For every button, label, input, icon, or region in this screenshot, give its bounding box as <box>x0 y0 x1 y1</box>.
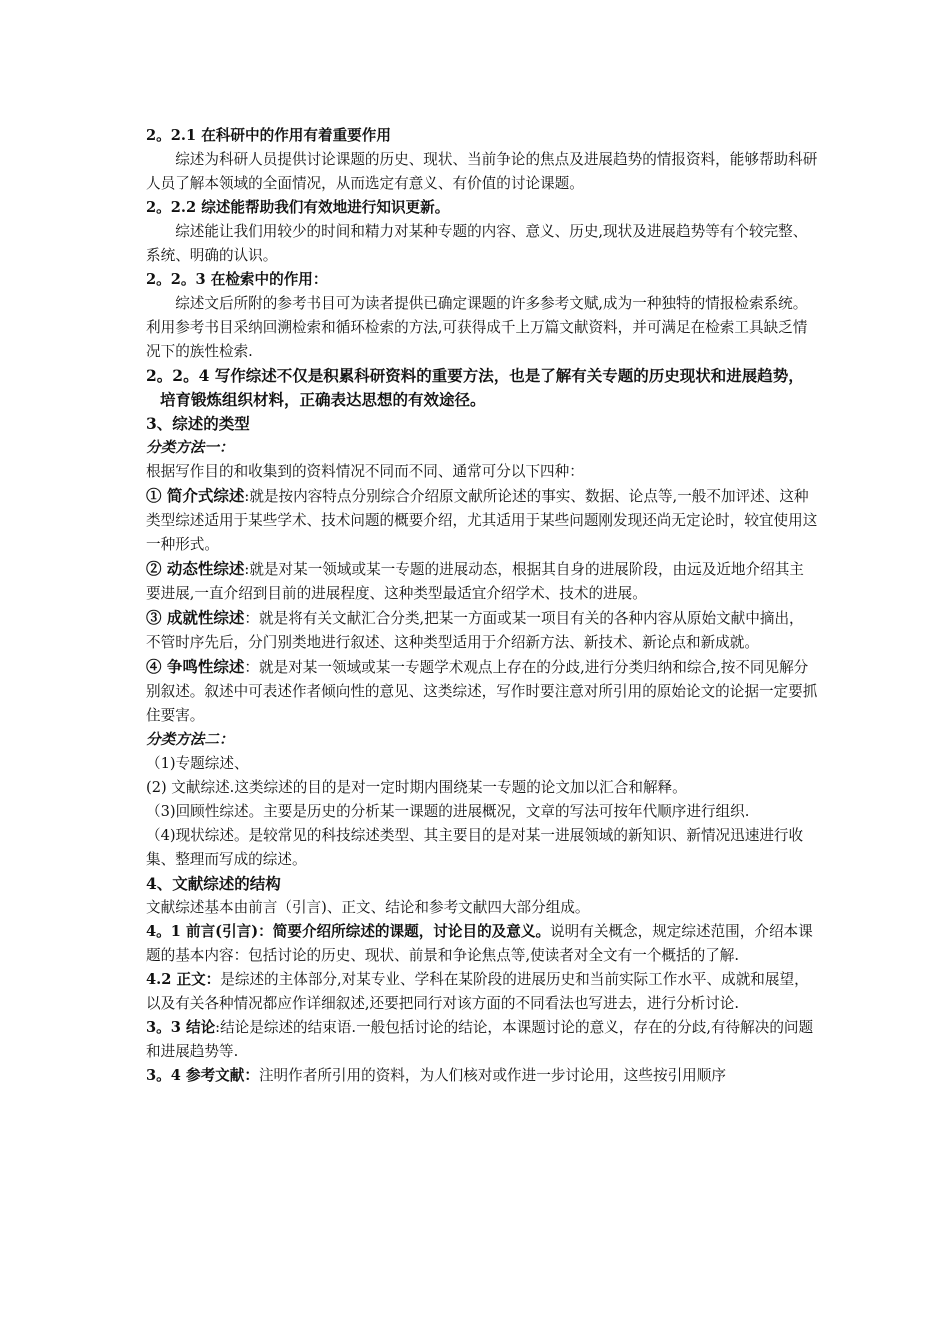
list-item <box>146 606 818 655</box>
list-item: （3)回顾性综述。主要是历史的分析某一课题的进展概况，文章的写法可按年代顺序进行组织. <box>146 803 750 820</box>
list-item-separator: : <box>244 488 250 505</box>
list-item-separator: ： <box>244 659 260 676</box>
list-item-label: ④ 争鸣性综述 <box>146 657 245 676</box>
list-item-separator: : <box>244 561 250 578</box>
structure-part <box>146 920 818 968</box>
list-item <box>146 655 818 728</box>
structure-part-label: 3。4 参考文献： <box>146 1067 259 1084</box>
structure-part-label: 4.2 正文： <box>146 971 221 988</box>
list-item: （4)现状综述。是较常见的科技综述类型、其主要目的是对某一进展领域的新知识、新情况迅速进行收集、整理而写成的综述。 <box>146 827 804 868</box>
structure-part-text: :结论是综述的结束语.一般包括讨论的结论，本课题讨论的意义，存在的分歧,有待解决的问题和进展趋势等. <box>146 1019 814 1060</box>
section-heading-2-2-1: 2。2.1 在科研中的作用有着重要作用 <box>146 127 391 144</box>
list-item <box>146 557 818 606</box>
paragraph: 根据写作目的和收集到的资料情况不同而不同、通常可分以下四种： <box>146 463 584 480</box>
structure-part <box>146 1016 818 1064</box>
structure-part <box>146 1064 818 1088</box>
list-item-text: 就是按内容特点分别综合介绍原文献所论述的事实、数据、论点等,一般不加评述、这种类型综述适用于某些学术、技术问题的概要介绍，尤其适用于某些问题刚发现还尚无定论时，较宜使用这一种形式。 <box>146 488 818 553</box>
list-item-label: ② 动态性综述 <box>146 559 245 578</box>
paragraph: 综述为科研人员提供讨论课题的历史、现状、当前争论的焦点及进展趋势的情报资料，能够帮助科研人员了解本领域的全面情况，从而选定有意义、有价值的讨论课题。 <box>146 151 818 192</box>
structure-part-label: 4。1 前言(引言)：简要介绍所综述的课题，讨论目的及意义。 <box>146 923 551 940</box>
structure-part-text: 说明有关概念，规定综述范围，介绍本课题的基本内容：包括讨论的历史、现状、前景和争论焦点等,使读者对全文有一个概括的了解. <box>146 923 813 964</box>
structure-part-text: 是综述的主体部分,对某专业、学科在某阶段的进展历史和当前实际工作水平、成就和展望，以及有关各种情况都应作详细叙述,还要把同行对该方面的不同看法也写进去，进行分析讨论. <box>146 971 809 1012</box>
classification-method-two-label: 分类方法二： <box>146 731 234 748</box>
paragraph: 文献综述基本由前言（引言)、正文、结论和参考文献四大部分组成。 <box>146 899 590 916</box>
section-heading-2-2-3: 2。2。3 在检索中的作用： <box>146 271 328 288</box>
classification-method-one-label: 分类方法一： <box>146 439 234 456</box>
list-item-text: 就是将有关文献汇合分类,把某一方面或某一项目有关的各种内容从原始文献中摘出，不管时序先后，分门别类地进行叙述、这种类型适用于介绍新方法、新技术、新论点和新成就。 <box>146 610 804 651</box>
list-item-label: ③ 成就性综述 <box>146 608 245 627</box>
section-heading-4: 4、文献综述的结构 <box>146 874 281 893</box>
structure-part <box>146 968 818 1016</box>
section-heading-3: 3、综述的类型 <box>146 414 250 433</box>
structure-part-label: 3。3 结论 <box>146 1019 216 1036</box>
list-item-label: ① 简介式综述 <box>146 486 245 505</box>
structure-part-text: 注明作者所引用的资料，为人们核对或作进一步讨论用，这些按引用顺序 <box>258 1067 726 1084</box>
list-item-text: 就是对某一领域或某一专题的进展动态，根据其自身的进展阶段，由远及近地介绍其主要进展,一直介绍到目前的进展程度、这种类型最适宜介绍学术、技术的进展。 <box>146 561 804 602</box>
list-item: (2) 文献综述.这类综述的目的是对一定时期内围绕某一专题的论文加以汇合和解释。 <box>146 779 687 796</box>
list-item-separator: ： <box>244 610 260 627</box>
list-item: （1)专题综述、 <box>146 755 249 772</box>
section-heading-2-2-4: 2。2。4 写作综述不仅是积累科研资料的重要方法，也是了解有关专题的历史现状和进展趋势，培育锻炼组织材料，正确表达思想的有效途径。 <box>146 366 804 409</box>
paragraph: 综述文后所附的参考书目可为读者提供已确定课题的许多参考文赋,成为一种独特的情报检索系统。利用参考书目采纳回溯检索和循环检索的方法,可获得成千上万篇文献资料，并可满足在检索工具缺乏情况下的族性检索. <box>146 295 808 360</box>
list-item-text: 就是对某一领域或某一专题学术观点上存在的分歧,进行分类归纳和综合,按不同见解分别叙述。叙述中可表述作者倾向性的意见、这类综述，写作时要注意对所引用的原始论文的论据一定要抓住要害。 <box>146 659 818 724</box>
document-body <box>146 124 818 1088</box>
paragraph: 综述能让我们用较少的时间和精力对某种专题的内容、意义、历史,现状及进展趋势等有个较完整、系统、明确的认识。 <box>146 223 808 264</box>
section-heading-2-2-2: 2。2.2 综述能帮助我们有效地进行知识更新。 <box>146 199 450 216</box>
list-item <box>146 484 818 557</box>
